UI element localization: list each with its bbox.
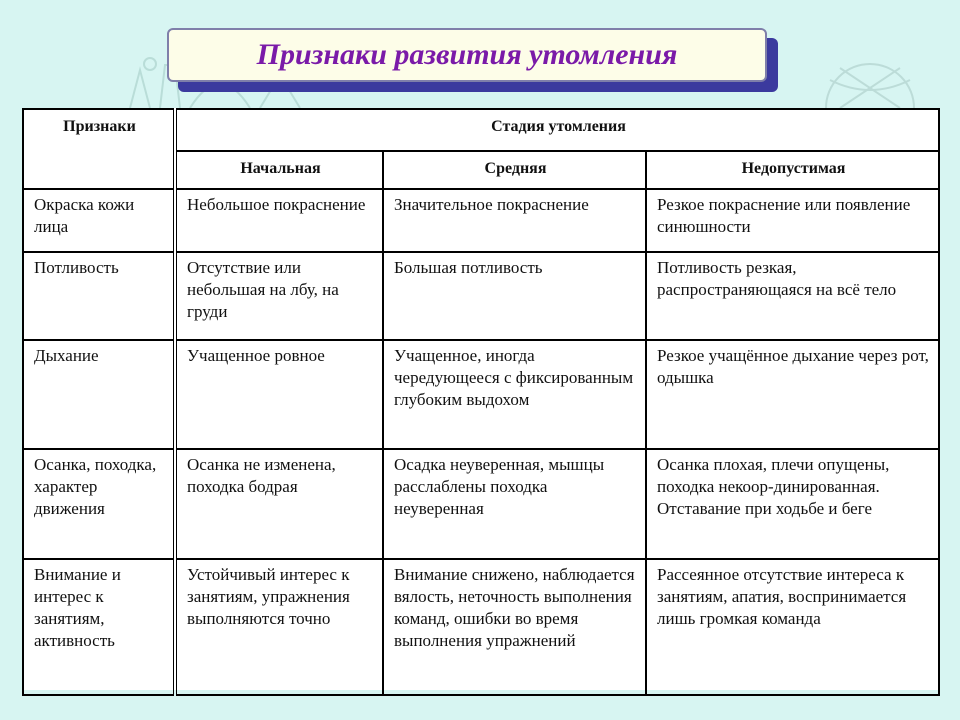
cell-middle: Внимание снижено, наблюдается вялость, неточность выполнения команд, ошибки во время выполнения упражнений	[383, 559, 646, 695]
cell-sign: Осанка, походка, характер движения	[23, 449, 175, 559]
cell-sign: Дыхание	[23, 340, 175, 449]
cell-unacceptable: Осанка плохая, плечи опущены, походка некоор-динированная. Отставание при ходьбе и беге	[646, 449, 939, 559]
header-stage-initial: Начальная	[175, 151, 383, 189]
header-stage: Стадия утомления	[175, 109, 939, 151]
cell-middle: Большая потливость	[383, 252, 646, 340]
cell-middle: Осадка неуверенная, мышцы расслаблены походка неуверенная	[383, 449, 646, 559]
table-header-row	[23, 109, 939, 151]
cell-initial: Учащенное ровное	[175, 340, 383, 449]
header-stage-middle: Средняя	[383, 151, 646, 189]
table-row	[23, 340, 939, 449]
cell-initial: Отсутствие или небольшая на лбу, на груди	[175, 252, 383, 340]
cell-sign: Окраска кожи лица	[23, 189, 175, 252]
cell-unacceptable: Резкое покраснение или появление синюшности	[646, 189, 939, 252]
header-signs: Признаки	[23, 109, 175, 189]
background-decoration-right	[800, 60, 940, 110]
page-title: Признаки развития утомления	[256, 38, 678, 71]
cell-unacceptable: Рассеянное отсутствие интереса к занятиям, апатия, воспринимается лишь громкая команда	[646, 559, 939, 695]
title-banner	[167, 28, 767, 82]
fatigue-table	[22, 108, 940, 696]
cell-middle: Значительное покраснение	[383, 189, 646, 252]
cell-unacceptable: Потливость резкая, распространяющаяся на всё тело	[646, 252, 939, 340]
fatigue-table-container	[22, 108, 938, 690]
cell-sign: Внимание и интерес к занятиям, активность	[23, 559, 175, 695]
cell-middle: Учащенное, иногда чередующееся с фиксированным глубоким выдохом	[383, 340, 646, 449]
table-row	[23, 559, 939, 695]
cell-sign: Потливость	[23, 252, 175, 340]
cell-initial: Устойчивый интерес к занятиям, упражнения выполняются точно	[175, 559, 383, 695]
header-stage-unacceptable: Недопустимая	[646, 151, 939, 189]
table-row	[23, 252, 939, 340]
cell-initial: Осанка не изменена, походка бодрая	[175, 449, 383, 559]
table-row	[23, 189, 939, 252]
cell-unacceptable: Резкое учащённое дыхание через рот, одышка	[646, 340, 939, 449]
cell-initial: Небольшое покраснение	[175, 189, 383, 252]
table-row	[23, 449, 939, 559]
